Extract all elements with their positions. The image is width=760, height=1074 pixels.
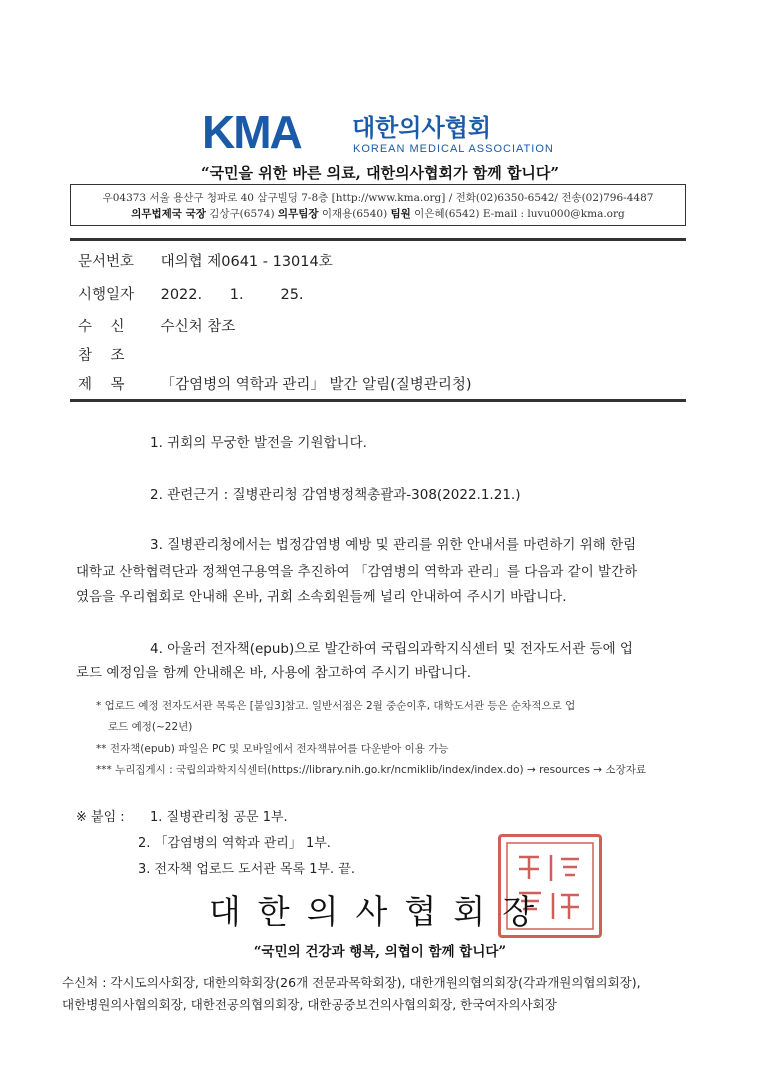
divider-bottom [70,399,686,402]
kma-logo [0,108,760,156]
attachments-label: ※ 붙임 : [76,810,125,825]
recipient-label: 수 신 [78,319,125,335]
attachment-3: 3. 전자책 업로드 도서관 목록 1부. 끝. [138,862,355,877]
org-name-ko: 대한의사협회 [352,114,492,142]
paragraph-3-line-2: 대학교 산학협력단과 정책연구용역을 추진하여 「감염병의 역학과 관리」를 다음과 같이 발간하 [76,564,638,580]
date-value: 2022. 1. 25. [160,287,304,303]
footer-slogan: “국민의 건강과 행복, 의협이 함께 합니다” [253,944,507,960]
paragraph-1: 1. 귀회의 무궁한 발전을 기원합니다. [150,435,367,451]
paragraph-3-line-1: 3. 질병관리청에서는 법정감염병 예방 및 관리를 위한 안내서를 마련하기 위해 한림 [150,537,637,553]
contact-person: 이은혜(6542) E-mail : luvu000@kma.org [414,208,625,220]
sender-name: 대한의사협회장 [208,892,552,931]
subject-row [78,373,471,394]
paragraph-3-line-3: 였음을 우리협회로 안내해 온바, 귀회 소속회원들께 널리 안내하여 주시기 바랍니다. [76,589,567,605]
attachment-1: 1. 질병관리청 공문 1부. [150,810,288,825]
contact-role: 팀원 [390,208,411,220]
subject-value: 「감염병의 역학과 관리」 발간 알림(질병관리청) [160,377,472,393]
recipients-line-1: 수신처 : 각시도의사회장, 대한의학회장(26개 전문과목학회장), 대한개원의협의회장(각과개원의협의회장), [62,975,641,990]
contact-role: 의무법제국 국장 [131,208,206,220]
header-slogan: “국민을 위한 바른 의료, 대한의사협회가 함께 합니다” [200,164,560,182]
attachment-2: 2. 「감염병의 역학과 관리」 1부. [138,836,331,851]
doc-number-value: 대의협 제0641 - 13014호 [160,254,333,270]
note-3: *** 누리집게시 : 국립의과학지식센터(https://library.nih.go.kr/ncmiklib/index/index.do) → resources → 소장자료 [96,764,647,776]
recipient-value: 수신처 참조 [160,319,236,335]
logo-mark: KMA [202,108,301,156]
subject-label: 제 목 [78,377,125,393]
contact-person: 이재용(6540) [321,208,388,220]
paragraph-4-line-2: 로드 예정임을 함께 안내해온 바, 사용에 참고하여 주시기 바랍니다. [76,665,472,681]
date-row [78,283,304,304]
reference-label: 참 조 [78,348,125,364]
paragraph-4-line-1: 4. 아울러 전자책(epub)으로 발간하여 국립의과학지식센터 및 전자도서관 등에 업 [150,641,633,657]
paragraph-2: 2. 관련근거 : 질병관리청 감염병정책총괄과-308(2022.1.21.) [150,487,521,503]
recipients-list [62,972,702,1016]
note-1-line-1: * 업로드 예정 전자도서관 목록은 [붙임3]참고. 일반서점은 2월 중순이후, 대학도서관 등은 순차적으로 업 [96,700,576,712]
recipient-row [78,315,235,336]
contact-role: 의무팀장 [277,208,319,220]
doc-number-label: 문서번호 [78,254,135,270]
recipients-line-2: 대한병원의사협의회장, 대한전공의협의회장, 대한공중보건의사협의회장, 한국여자의사회장 [62,997,557,1012]
reference-row [78,344,161,365]
contact-staff [71,206,685,222]
note-2: ** 전자책(epub) 파일은 PC 및 모바일에서 전자책뷰어를 다운받아 이용 가능 [96,743,449,755]
divider-top [70,238,686,241]
note-1-line-2: 로드 예정(~22년) [108,721,193,733]
contact-address: 우04373 서울 용산구 청파로 40 삼구빌딩 7-8층 [http://www.kma.org] / 전화(02)6350-6542/ 전송(02)796-4487 [102,192,654,204]
doc-number-row [78,250,333,271]
org-name-en: KOREAN MEDICAL ASSOCIATION [353,143,554,155]
contact-person: 김상구(6574) [209,208,275,220]
contact-box [70,184,686,226]
date-label: 시행일자 [78,287,135,303]
